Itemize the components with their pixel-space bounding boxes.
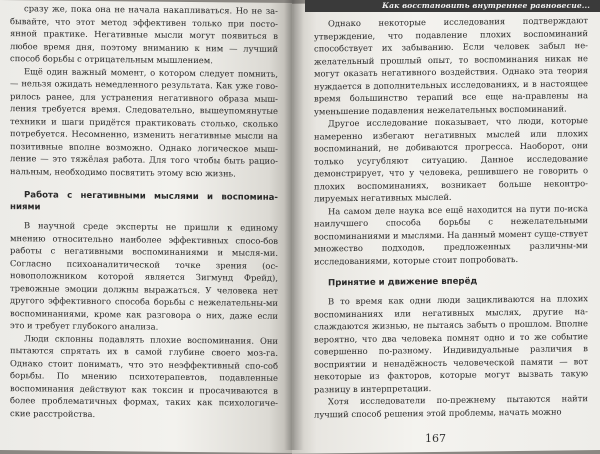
running-head: Как восстановить внутреннее равновесие... bbox=[305, 0, 600, 12]
right-paragraph-5: Хотя исследователи по-прежнему пытаются найти лучший способ решения этой проблемы, начать можно bbox=[314, 393, 588, 419]
right-paragraph-1: Однако некоторые исследования подтверждают утверждение, что подавление плохих воспоминаний способствует их забыванию. Если человек забыл не-желательный прошлый опыт, то воспоминания никак не могут оказать негативного воздействия. Однако эта теория нуждается в дополнительных исследованиях, и в настоящее время большинство терапий все еще на-правлены на уменьшение подавления нежелательных воспоминаний. bbox=[314, 15, 588, 116]
left-page bbox=[0, 0, 292, 453]
right-paragraph-4: В то время как одни люди зацикливаются на плохих воспоминаниях или негативных мыслях, другие на-слаждаются жизнью, не пытаясь забыть о прошлом. Вполне вероятно, что два человека помнят одно и то же событие совершенно по-разному. Индивидуальные различия в восприятии и ненадёжность человеческой памяти — вот некоторые из факторов, которые могут вызвать такую разницу в интерпретации. bbox=[314, 293, 588, 394]
right-paragraph-2: Другое исследование показывает, что люди, которые намеренно избегают негативных мыслей или плохих воспоминаний, не добиваются прогресса. Наоборот, они только усугубляют ситуацию. Данное исследование демонстрирует, что у человека, решившего не говорить о плохих воспоминаниях, возникает больше неконтро-лируемых негативных мыслей. bbox=[314, 115, 588, 204]
right-page bbox=[292, 0, 600, 454]
left-paragraph-3: В научной среде эксперты не пришли к единому мнению относительно наиболее эффективных спосо-бов работы с негативными воспоминаниями и мысля-ми. Согласно психоаналитической точке зрения (ос-новоположником которой является Зигмунд Фрейд), тревожные эмоции должны выражаться. У человека нет другого эффективного способа борьбы с нежелательны-ми воспоминаниями, кроме как разговора о них, даже если это и требует глубокого анализа. bbox=[10, 220, 278, 332]
page-number: 167 bbox=[425, 432, 446, 445]
left-paragraph-1: сразу же, пока она не начала накапливаться. Но не за-бывайте, что этот метод эффективен только при посто-янной практике. Негативные мысли могут появиться в любое время дня, поэтому вниманию к ним — лучший способ борьбы с отрицательным мышлением. bbox=[10, 3, 278, 66]
left-paragraph-2: Ещё один важный момент, о котором следует помнить, — нельзя ожидать немедленного результата. Как уже гово-рилось ранее, для устранения негативного образа мыш-ления требуется время. Следовательно, вышеупомянутые техники и шаги придётся практиковать столько, сколько потребуется. Несомненно, изменить негативные мысли на позитивные вполне возможно. Однако логическое мыш-ление — это тяжёлая работа. Для того чтобы быть рацио-нальным, необходимо посвятить этому всю жизнь. bbox=[10, 65, 278, 178]
right-section-heading: Принятие и движение вперёд bbox=[328, 276, 478, 289]
left-section-heading: Работа с негативными мыслями и воспомина-ниями bbox=[10, 190, 278, 213]
left-paragraph-4: Люди склонны подавлять плохие воспоминания. Они пытаются спрятать их в самой глубине своего моз-га. Однако стоит понимать, что это неэффективный спо-соб борьбы. По мнению психотерапевтов, подавленные воспоминания действуют как токсин и просачиваются в более проблематичных формах, таких как психологиче-ские расстройства. bbox=[10, 332, 278, 419]
right-paragraph-3: На самом деле наука все ещё находится на пути по-иска наилучшего способа борьбы с нежелательными воспоминаниями и мыслями. На данный момент суще-ствует множество подходов, предложенных различны-ми исследованиями, которые стоит попробовать. bbox=[314, 202, 588, 266]
